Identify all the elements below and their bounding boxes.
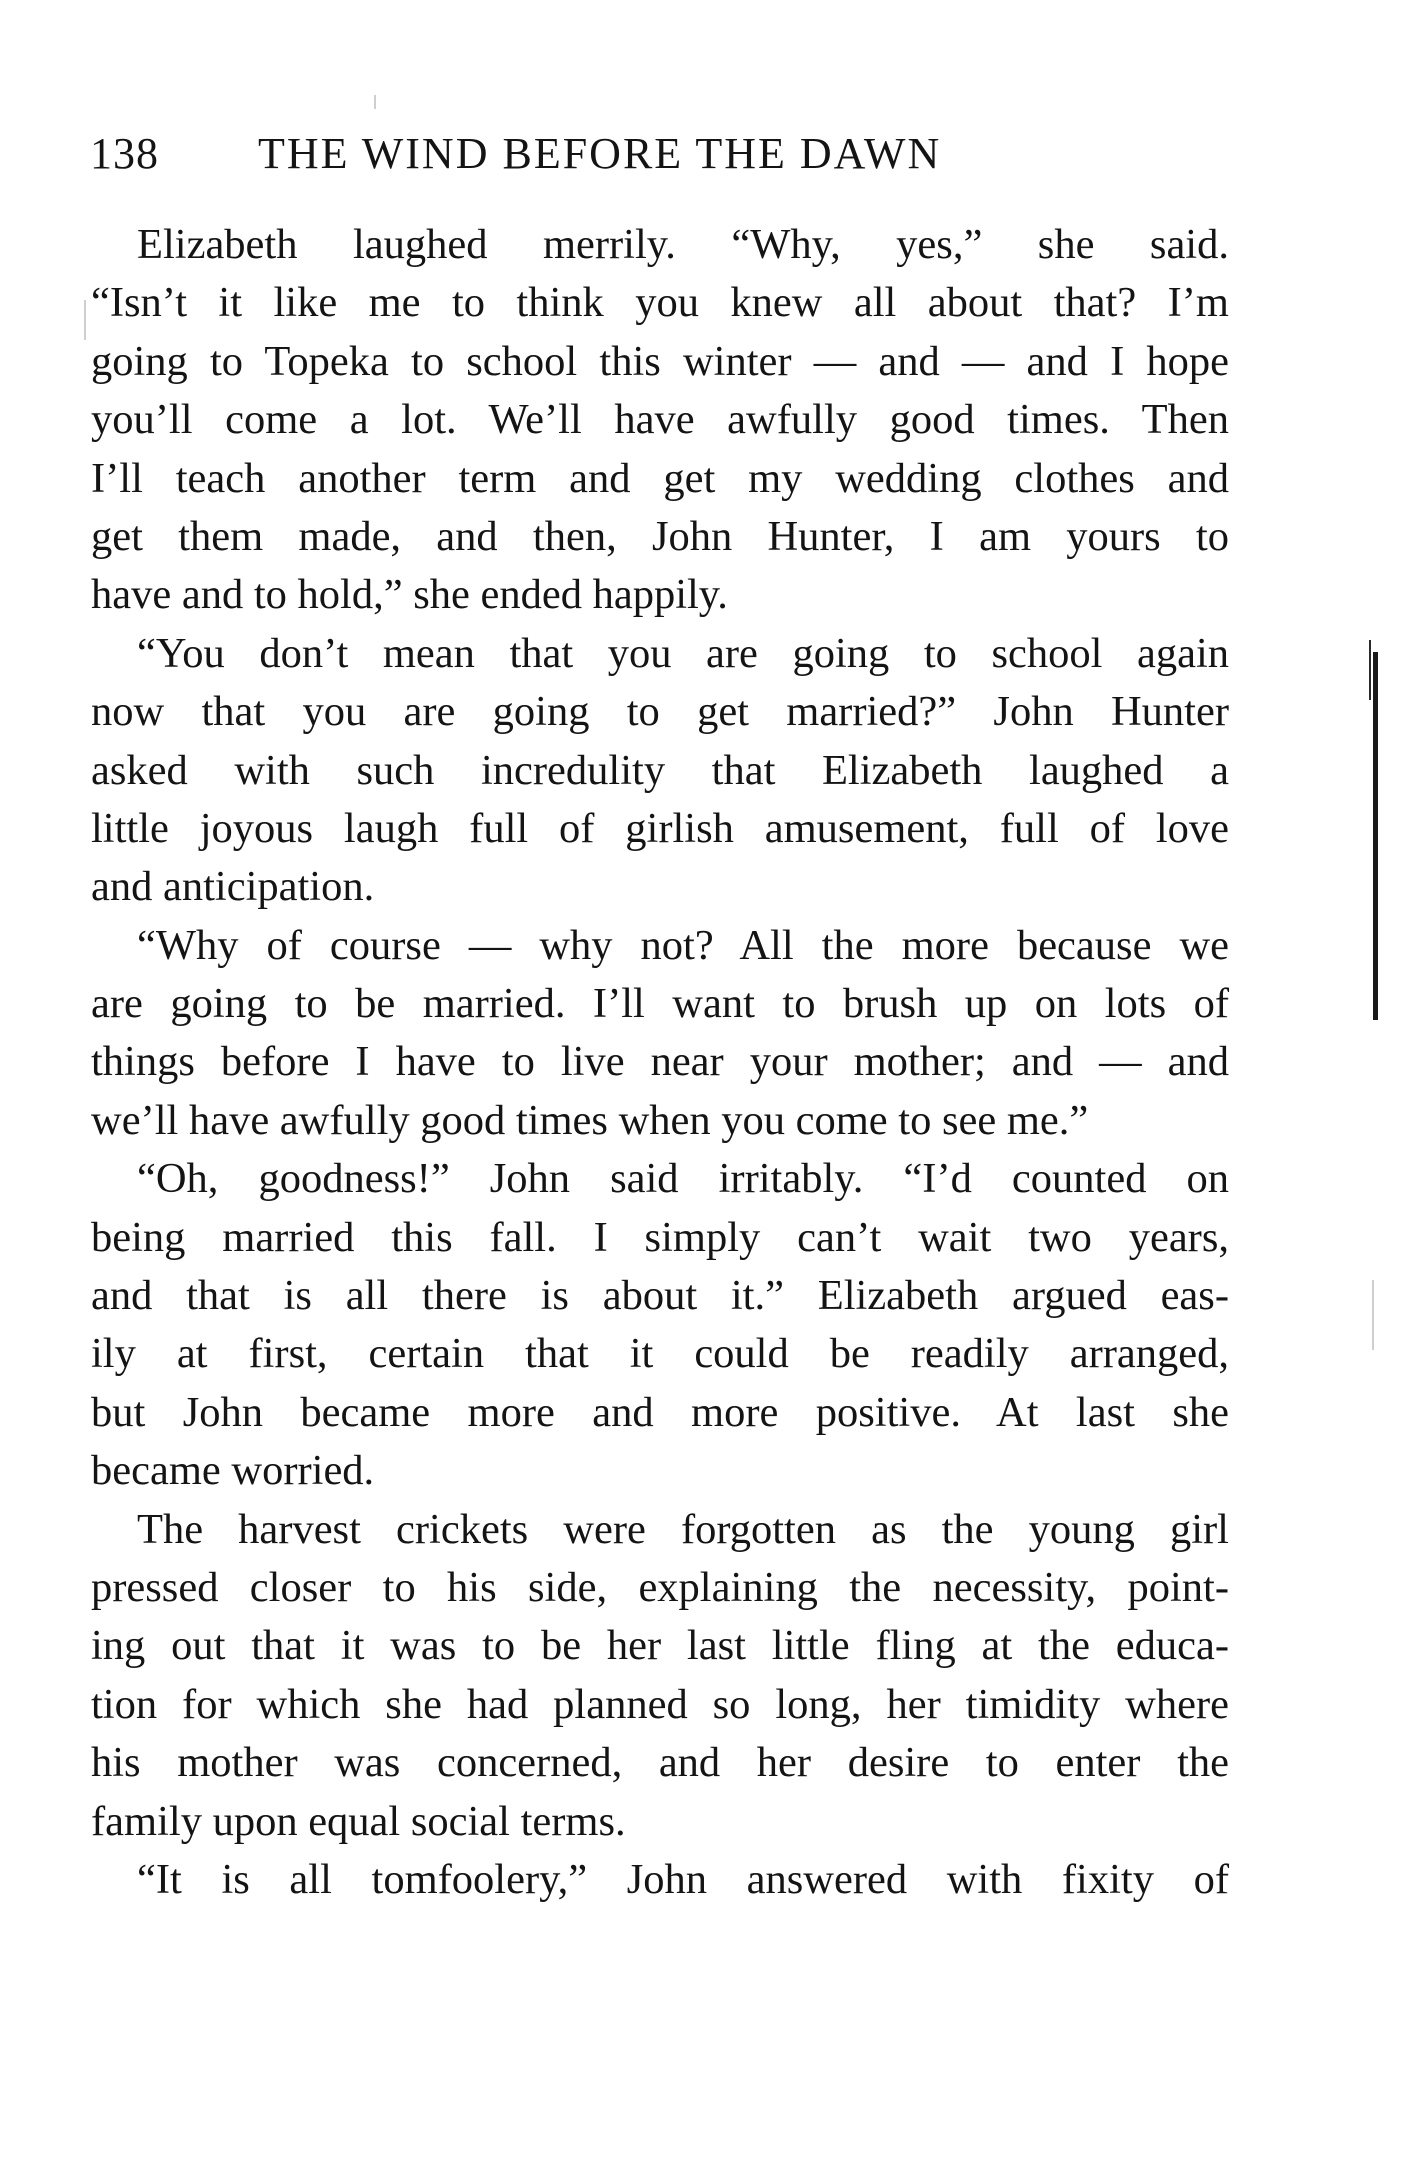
text-line: we’ll have awfully good times when you come to see me.” (91, 1096, 1089, 1144)
text-line: his mother was concerned, and her desire to enter the (91, 1739, 1229, 1787)
text-line: and anticipation. (91, 863, 375, 911)
page-number: 138 (90, 129, 159, 178)
text-line: tion for which she had planned so long, her timidity where (91, 1680, 1229, 1728)
scan-speck (374, 95, 376, 109)
text-line: I’ll teach another term and get my wedding clothes and (91, 454, 1229, 502)
text-line: little joyous laugh full of girlish amusement, full of love (91, 804, 1229, 852)
text-line: being married this fall. I simply can’t wait two years, (91, 1213, 1229, 1261)
text-line: going to Topeka to school this winter — and — and I hope (91, 337, 1229, 385)
text-line: you’ll come a lot. We’ll have awfully good times. Then (91, 396, 1229, 444)
text-line: The harvest crickets were forgotten as the young girl (137, 1505, 1229, 1553)
text-line: “It is all tomfoolery,” John answered with fixity of (137, 1855, 1229, 1903)
text-line: Elizabeth laughed merrily. “Why, yes,” she said. (137, 221, 1229, 268)
text-line: pressed closer to his side, explaining the necessity, point- (91, 1563, 1229, 1611)
text-line: and that is all there is about it.” Elizabeth argued eas- (91, 1272, 1229, 1320)
text-line: “You don’t mean that you are going to school again (137, 629, 1229, 677)
text-line: “Why of course — why not? All the more because we (137, 921, 1229, 969)
text-line: asked with such incredulity that Elizabeth laughed a (91, 746, 1229, 794)
margin-scan-bar (1373, 652, 1378, 1020)
text-line: get them made, and then, John Hunter, I am yours to (91, 512, 1229, 560)
text-line: family upon equal social terms. (91, 1797, 626, 1845)
margin-scan-mark (1369, 640, 1371, 700)
text-line: but John became more and more positive. At last she (91, 1388, 1229, 1436)
text-line: now that you are going to get married?” John Hunter (91, 688, 1229, 736)
page-header (90, 128, 1240, 188)
text-line: ily at first, certain that it could be readily arranged, (91, 1330, 1229, 1378)
running-title: THE WIND BEFORE THE DAWN (258, 129, 942, 178)
scan-speck (84, 300, 86, 340)
text-line: are going to be married. I’ll want to brush up on lots of (91, 980, 1229, 1028)
body-text (91, 216, 1229, 1909)
text-line: have and to hold,” she ended happily. (91, 571, 728, 619)
text-line: things before I have to live near your mother; and — and (91, 1038, 1229, 1086)
text-line: ing out that it was to be her last little fling at the educa- (91, 1622, 1229, 1670)
text-line: “Oh, goodness!” John said irritably. “I’d counted on (137, 1155, 1229, 1203)
text-line: “Isn’t it like me to think you knew all about that? I’m (91, 279, 1229, 327)
scan-speck (1372, 1280, 1374, 1350)
text-line: became worried. (91, 1447, 375, 1495)
